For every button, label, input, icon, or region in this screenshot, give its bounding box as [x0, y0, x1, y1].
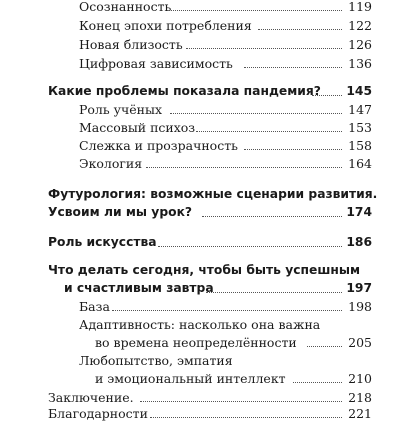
- toc-entry-page: 153: [348, 120, 372, 135]
- toc-chapter-title-line1: Что делать сегодня, чтобы быть успешным: [48, 263, 361, 277]
- dot-leader: [244, 149, 342, 150]
- toc-entry: [0, 334, 420, 351]
- toc-entry-page: 119: [348, 0, 372, 14]
- dot-leader: [167, 10, 342, 11]
- toc-entry-page: 136: [348, 56, 372, 71]
- toc-entry: [0, 370, 420, 387]
- toc-chapter-page: 145: [346, 84, 372, 98]
- toc-entry: [0, 137, 420, 154]
- toc-chapter-title: Усвоим ли мы урок?: [48, 205, 193, 219]
- toc-entry-title: Осознанность: [79, 0, 172, 14]
- toc-chapter-title: и счастливым завтра: [64, 281, 214, 295]
- toc-chapter-title-line1: Футурология: возможные сценарии развития.: [48, 187, 378, 201]
- toc-section-title: Благодарности: [48, 406, 148, 421]
- dot-leader: [293, 382, 342, 383]
- dot-leader: [146, 167, 342, 168]
- toc-chapter-line: [0, 262, 420, 279]
- toc-entry-page: 158: [348, 138, 372, 153]
- dot-leader: [258, 29, 342, 30]
- toc-entry: [0, 155, 420, 172]
- dot-leader: [140, 401, 342, 402]
- dot-leader: [158, 246, 342, 247]
- toc-entry-page: 164: [348, 156, 372, 171]
- dot-leader: [112, 310, 342, 311]
- toc-entry-title: во времена неопределённости: [95, 335, 297, 350]
- toc-entry-page: 147: [348, 102, 372, 117]
- toc-entry: [0, 36, 420, 53]
- toc-entry: [0, 119, 420, 136]
- toc-entry-title: Экология: [79, 156, 143, 171]
- toc-chapter-title: Роль искусства: [48, 235, 157, 249]
- dot-leader: [202, 216, 342, 217]
- dot-leader: [196, 131, 342, 132]
- dot-leader: [244, 67, 342, 68]
- toc-entry-page: 198: [348, 299, 372, 314]
- toc-entry-page: 126: [348, 37, 372, 52]
- dot-leader: [307, 346, 342, 347]
- toc-entry: [0, 101, 420, 118]
- toc-entry-line: [0, 352, 420, 369]
- toc-entry-page: 205: [348, 335, 372, 350]
- toc-chapter: [0, 204, 420, 221]
- toc-chapter-title: Какие проблемы показала пандемия?: [48, 84, 321, 98]
- toc-chapter-page: 174: [346, 205, 372, 219]
- toc-entry-title: Массовый психоз: [79, 120, 196, 135]
- dot-leader: [206, 292, 342, 293]
- toc-entry: [0, 55, 420, 72]
- dot-leader: [170, 113, 342, 114]
- toc-entry: [0, 0, 420, 15]
- toc-entry-title-line1: Адаптивность: насколько она важна: [79, 317, 321, 332]
- toc-chapter: [0, 280, 420, 297]
- toc-section-page: 221: [348, 406, 372, 421]
- toc-chapter-page: 197: [346, 281, 372, 295]
- toc-entry-title: Цифровая зависимость: [79, 56, 233, 71]
- toc-entry-page: 210: [348, 371, 372, 386]
- toc-section-page: 218: [348, 390, 372, 405]
- toc-entry: [0, 298, 420, 315]
- toc-entry-title: Роль учёных: [79, 102, 163, 117]
- toc-section-title: Заключение.: [48, 390, 134, 405]
- toc-chapter-page: 186: [346, 235, 372, 249]
- toc-entry-title-line1: Любопытство, эмпатия: [79, 353, 233, 368]
- dot-leader: [150, 417, 342, 418]
- toc-chapter-line: [0, 186, 420, 203]
- dot-leader: [186, 48, 342, 49]
- toc-entry-title: Конец эпохи потребления: [79, 18, 252, 33]
- toc-entry-title: База: [79, 299, 110, 314]
- toc-section: [0, 405, 420, 422]
- toc-section: [0, 389, 420, 406]
- toc-entry-line: [0, 316, 420, 333]
- toc-entry: [0, 17, 420, 34]
- toc-chapter: [0, 83, 420, 100]
- dot-leader: [312, 95, 342, 96]
- toc-entry-title: Новая близость: [79, 37, 183, 52]
- toc-entry-page: 122: [348, 18, 372, 33]
- toc-entry-title: Слежка и прозрачность: [79, 138, 238, 153]
- toc-entry-title: и эмоциональный интеллект: [95, 371, 286, 386]
- toc-chapter: [0, 234, 420, 251]
